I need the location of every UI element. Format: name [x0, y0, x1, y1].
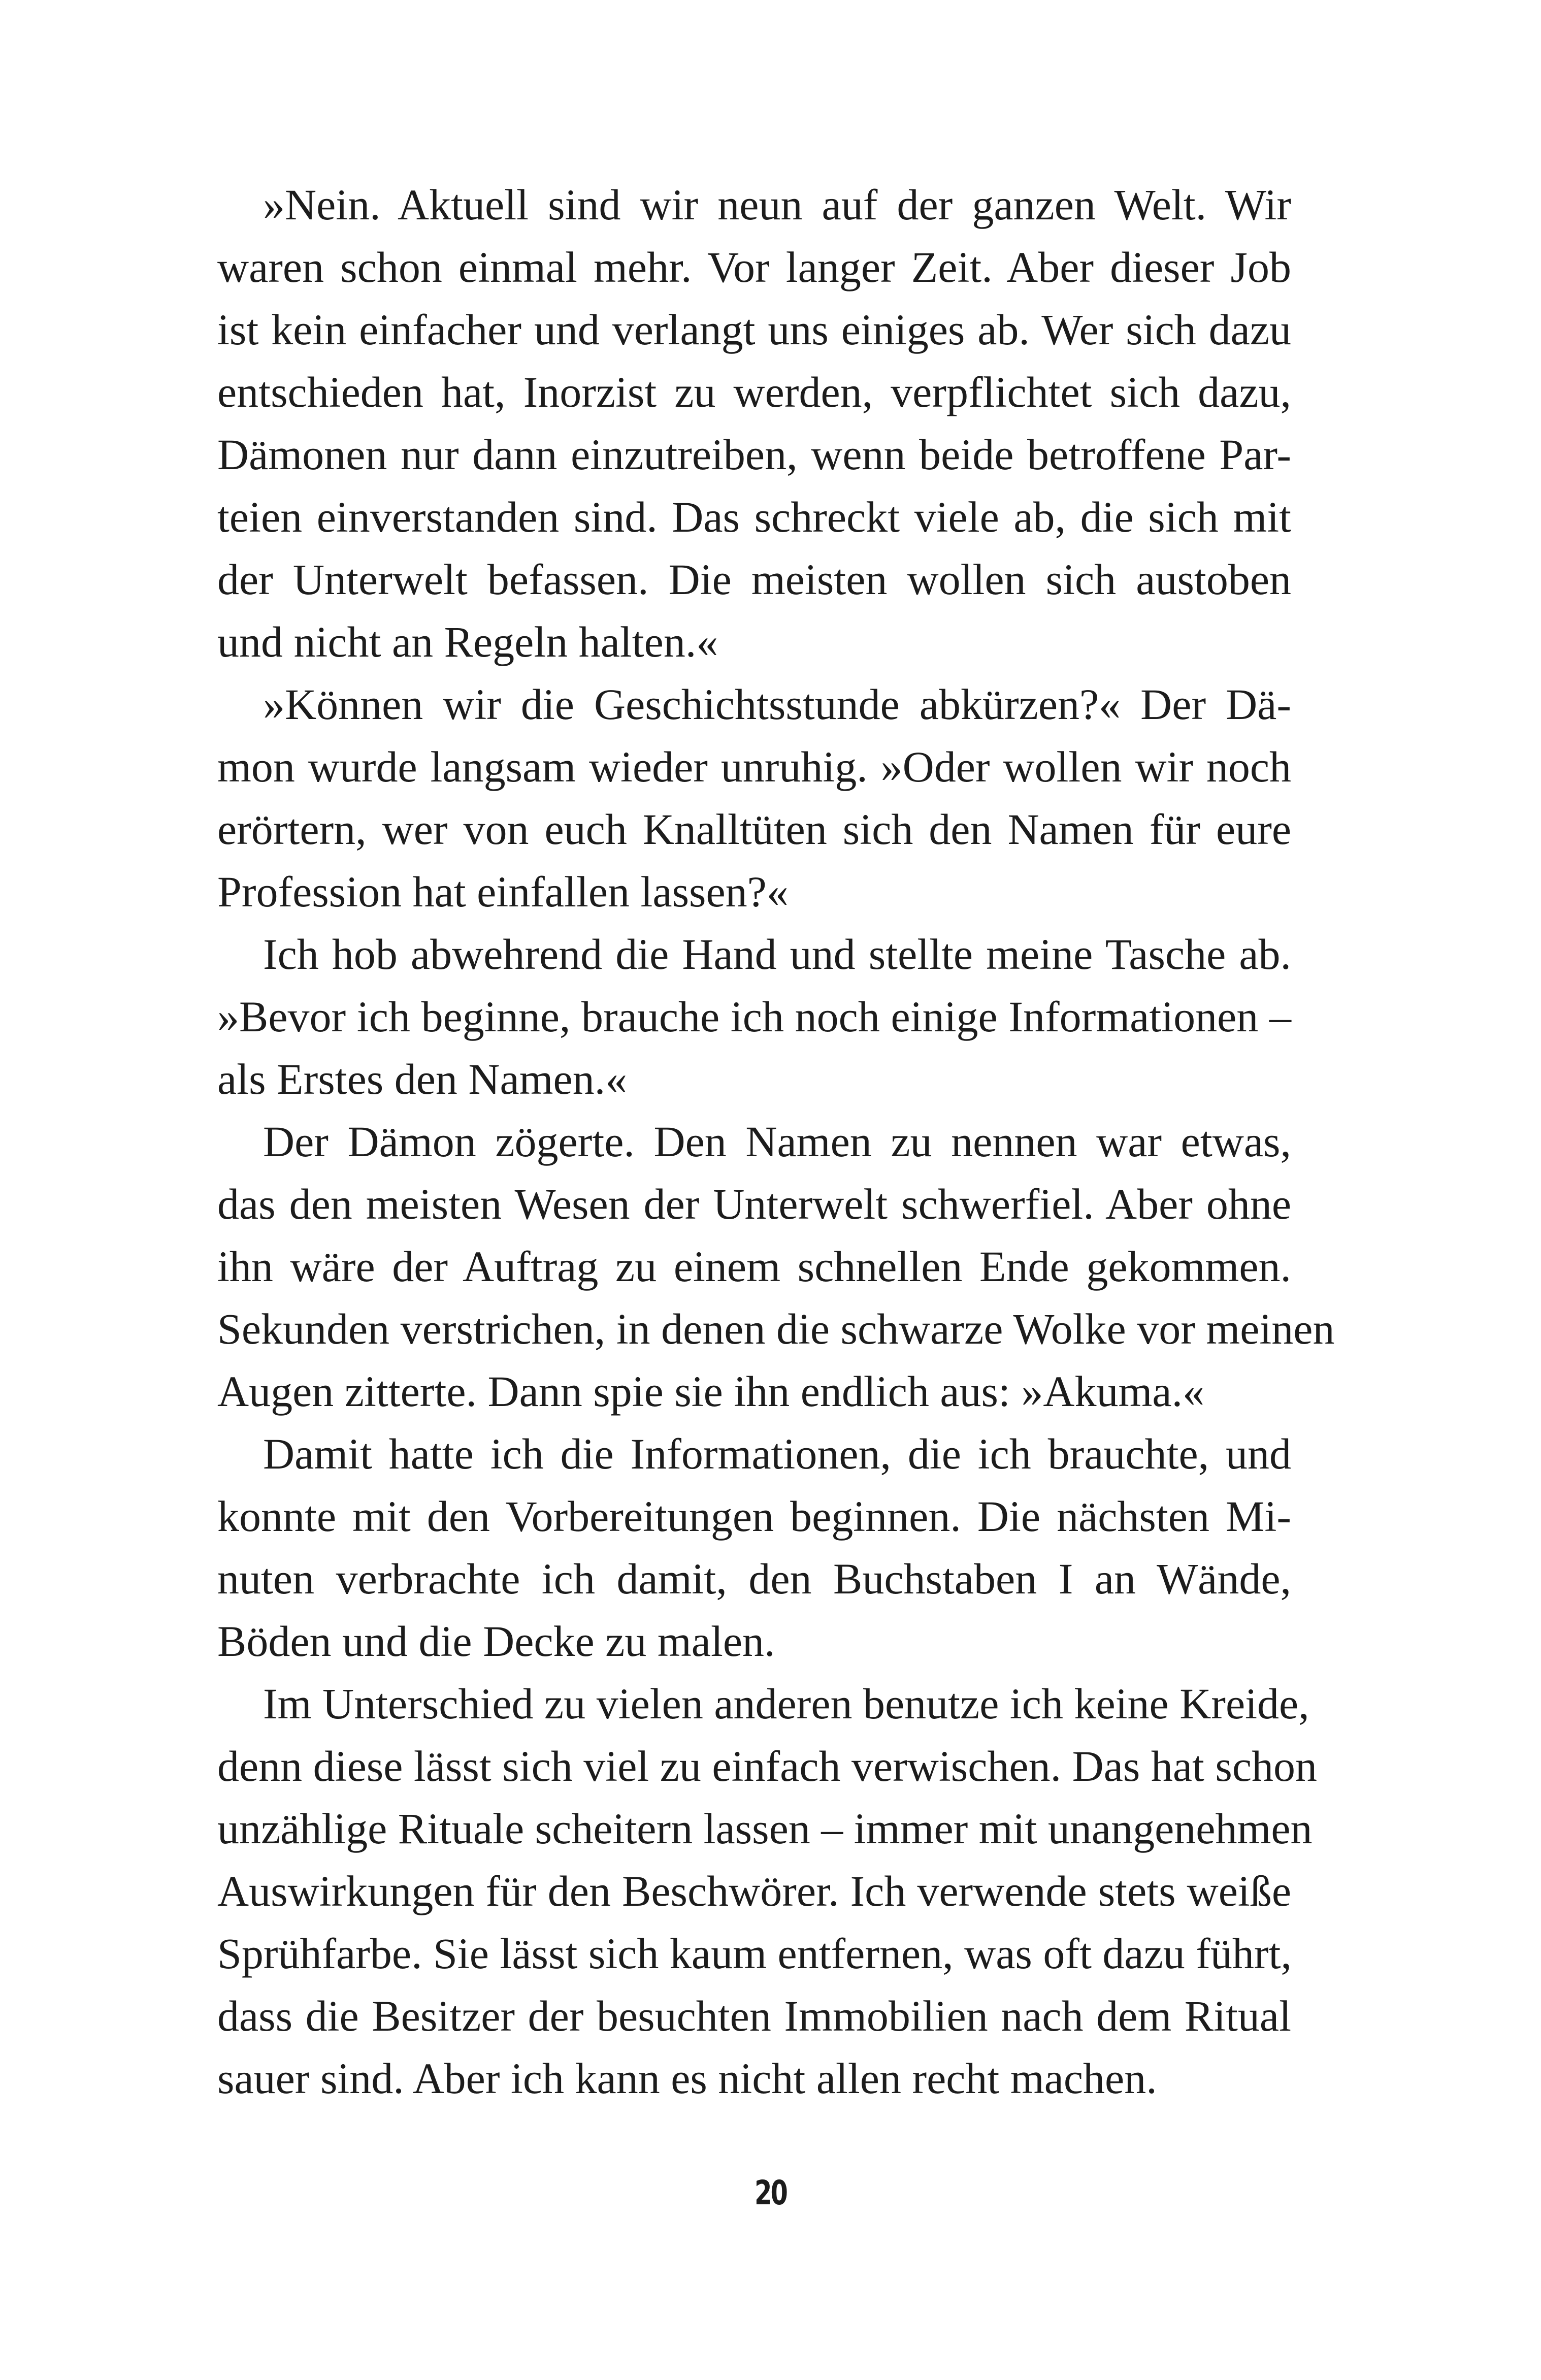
text-line: mon wurde langsam wieder unruhig. »Oder wollen wir noch — [217, 742, 1291, 791]
text-line: Sekunden verstrichen, in denen die schwarze Wolke vor meinen — [217, 1305, 1335, 1353]
text-line: denn diese lässt sich viel zu einfach verwischen. Das hat schon — [217, 1742, 1318, 1790]
text-line: Böden und die Decke zu malen. — [217, 1617, 775, 1666]
text-line: erörtern, wer von euch Knalltüten sich den Namen für eure — [217, 805, 1291, 854]
text-line: als Erstes den Namen.« — [217, 1055, 628, 1103]
text-line: sauer sind. Aber ich kann es nicht allen recht machen. — [217, 2054, 1157, 2103]
text-line: »Nein. Aktuell sind wir neun auf der ganzen Welt. Wir — [263, 180, 1291, 229]
text-line: ist kein einfacher und verlangt uns einiges ab. Wer sich dazu — [217, 305, 1291, 354]
text-line: das den meisten Wesen der Unterwelt schwerfiel. Aber ohne — [217, 1180, 1291, 1228]
text-line: entschieden hat, Inorzist zu werden, verpflichtet sich dazu, — [217, 368, 1291, 416]
text-line: Dämonen nur dann einzutreiben, wenn beide betroffene Par- — [217, 430, 1291, 479]
text-line: Ich hob abwehrend die Hand und stellte meine Tasche ab. — [263, 930, 1291, 979]
text-line: »Können wir die Geschichtsstunde abkürzen?« Der Dä- — [263, 680, 1291, 729]
text-line: konnte mit den Vorbereitungen beginnen. Die nächsten Mi- — [217, 1492, 1291, 1541]
text-line: Damit hatte ich die Informationen, die ich brauchte, und — [263, 1429, 1291, 1478]
text-line: Im Unterschied zu vielen anderen benutze ich keine Kreide, — [263, 1679, 1309, 1728]
text-line: Sprühfarbe. Sie lässt sich kaum entfernen, was oft dazu führt, — [217, 1929, 1292, 1978]
text-line: waren schon einmal mehr. Vor langer Zeit. Aber dieser Job — [217, 243, 1291, 291]
text-line: Profession hat einfallen lassen?« — [217, 867, 789, 916]
text-line: »Bevor ich beginne, brauche ich noch einige Informationen – — [217, 992, 1291, 1041]
text-line: Augen zitterte. Dann spie sie ihn endlich aus: »Akuma.« — [217, 1367, 1205, 1416]
text-line: nuten verbrachte ich damit, den Buchstaben I an Wände, — [217, 1554, 1291, 1603]
text-line: Auswirkungen für den Beschwörer. Ich verwende stets weiße — [217, 1867, 1291, 1915]
text-line: Der Dämon zögerte. Den Namen zu nennen war etwas, — [263, 1117, 1291, 1166]
text-line: und nicht an Regeln halten.« — [217, 617, 718, 666]
text-line: ihn wäre der Auftrag zu einem schnellen Ende gekommen. — [217, 1242, 1291, 1291]
page-number: 20 — [755, 2173, 786, 2212]
text-line: der Unterwelt befassen. Die meisten wollen sich austoben — [217, 555, 1291, 604]
text-line: dass die Besitzer der besuchten Immobilien nach dem Ritual — [217, 1992, 1291, 2040]
text-line: unzählige Rituale scheitern lassen – immer mit unangenehmen — [217, 1804, 1313, 1853]
text-line: teien einverstanden sind. Das schreckt viele ab, die sich mit — [217, 493, 1291, 541]
